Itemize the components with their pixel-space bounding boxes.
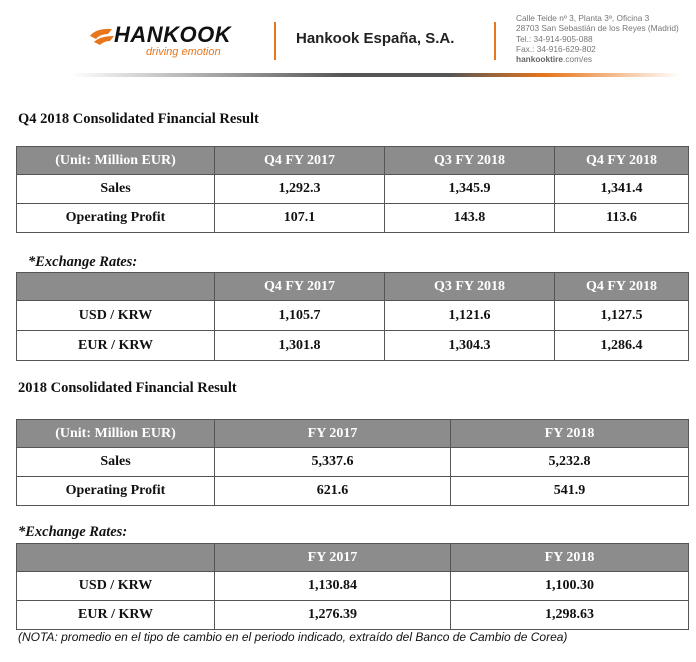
address-line: 28703 San Sebastián de los Reyes (Madrid) (516, 23, 679, 34)
logo-swoosh-icon (88, 26, 116, 46)
column-header: Q3 FY 2018 (385, 147, 555, 175)
table-cell: 1,276.39 (215, 601, 451, 630)
column-header (17, 273, 215, 301)
row-label: EUR / KRW (17, 601, 215, 630)
section-title: Q4 2018 Consolidated Financial Result (18, 111, 259, 127)
table-row (17, 301, 689, 331)
website-suffix: .com/es (563, 54, 593, 65)
website-link[interactable] (516, 54, 679, 64)
table-cell: 1,127.5 (555, 301, 689, 331)
column-header: Q4 FY 2017 (215, 273, 385, 301)
section-title: 2018 Consolidated Financial Result (18, 380, 237, 396)
fy-exchange-table (16, 543, 689, 630)
row-label: EUR / KRW (17, 331, 215, 361)
header-rule (70, 73, 680, 77)
phone-line: Tel.: 34-914-905-088 (516, 33, 593, 44)
column-header: Q4 FY 2017 (215, 147, 385, 175)
table-row (17, 331, 689, 361)
column-header: Q3 FY 2018 (385, 273, 555, 301)
company-address (516, 13, 679, 64)
table-cell: 1,304.3 (385, 331, 555, 361)
column-header: Q4 FY 2018 (555, 147, 689, 175)
column-header: FY 2017 (215, 420, 451, 448)
exchange-rates-title: *Exchange Rates: (28, 254, 138, 270)
row-label: USD / KRW (17, 301, 215, 331)
column-header: FY 2017 (215, 544, 451, 572)
exchange-rates-title: *Exchange Rates: (18, 524, 128, 540)
table-cell: 1,121.6 (385, 301, 555, 331)
row-label: Operating Profit (17, 477, 215, 506)
company-name: Hankook España, S.A. (296, 30, 455, 47)
column-header: FY 2018 (451, 544, 689, 572)
table-cell: 5,232.8 (451, 448, 689, 477)
table-cell: 5,337.6 (215, 448, 451, 477)
table-cell: 1,292.3 (215, 175, 385, 204)
header-divider (494, 22, 496, 60)
table-row (17, 572, 689, 601)
row-label: Sales (17, 448, 215, 477)
fax-line: Fax.: 34-916-629-802 (516, 43, 596, 54)
fy-results-table (16, 419, 689, 506)
table-cell: 1,345.9 (385, 175, 555, 204)
column-header (17, 544, 215, 572)
table-row (17, 601, 689, 630)
table-cell: 1,341.4 (555, 175, 689, 204)
website-domain: hankooktire (516, 54, 564, 65)
column-header: FY 2018 (451, 420, 689, 448)
table-cell: 1,298.63 (451, 601, 689, 630)
column-header: (Unit: Million EUR) (17, 147, 215, 175)
q4-exchange-table (16, 272, 689, 361)
column-header: (Unit: Million EUR) (17, 420, 215, 448)
table-cell: 1,105.7 (215, 301, 385, 331)
table-cell: 143.8 (385, 204, 555, 233)
table-row (17, 204, 689, 233)
column-header: Q4 FY 2018 (555, 273, 689, 301)
logo-tagline: driving emotion (146, 46, 221, 58)
table-row (17, 477, 689, 506)
table-cell: 621.6 (215, 477, 451, 506)
table-cell: 1,301.8 (215, 331, 385, 361)
q4-results-table (16, 146, 689, 233)
table-row (17, 175, 689, 204)
logo-wordmark: HANKOOK (114, 22, 232, 47)
header-divider (274, 22, 276, 60)
row-label: USD / KRW (17, 572, 215, 601)
table-cell: 541.9 (451, 477, 689, 506)
row-label: Sales (17, 175, 215, 204)
exchange-rate-note: (NOTA: promedio en el tipo de cambio en el periodo indicado, extraído del Banco de Cambio de Corea) (18, 630, 568, 644)
address-line: Calle Teide nº 3, Planta 3ª, Oficina 3 (516, 13, 650, 23)
table-cell: 1,130.84 (215, 572, 451, 601)
table-cell: 1,286.4 (555, 331, 689, 361)
table-cell: 1,100.30 (451, 572, 689, 601)
hankook-logo (88, 24, 260, 60)
table-cell: 107.1 (215, 204, 385, 233)
table-row (17, 448, 689, 477)
table-cell: 113.6 (555, 204, 689, 233)
row-label: Operating Profit (17, 204, 215, 233)
